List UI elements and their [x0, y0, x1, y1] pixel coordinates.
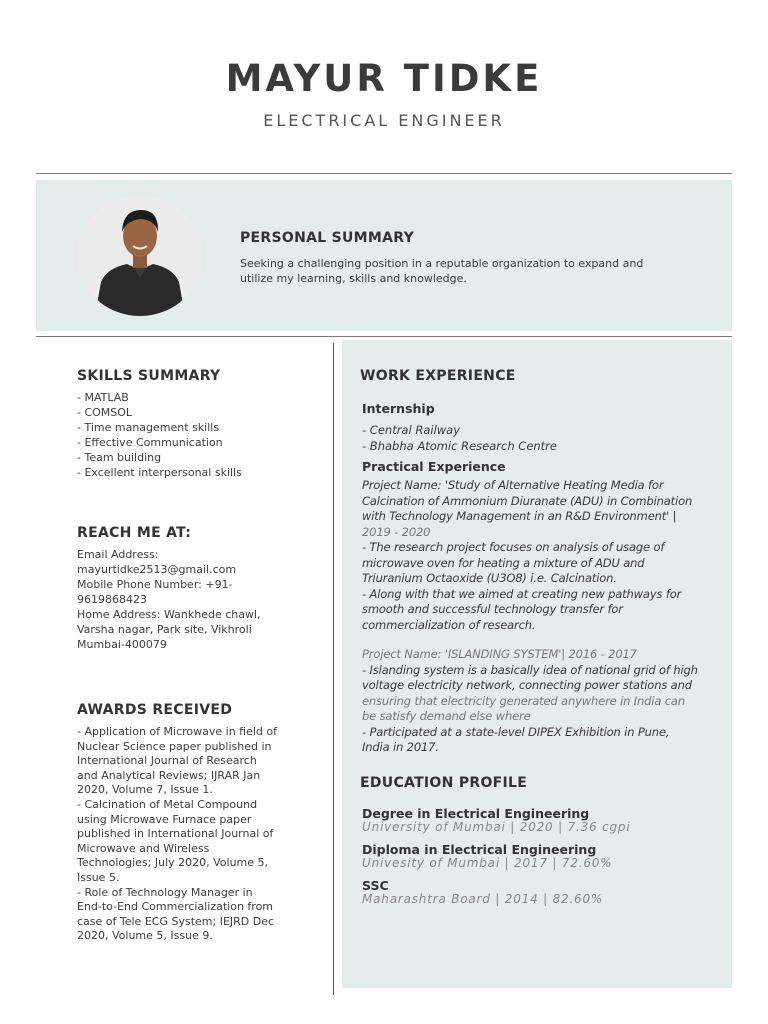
skills-heading: SKILLS SUMMARY [77, 368, 221, 384]
award-line: Microwave and Wireless [77, 841, 210, 855]
skill-item: - Team building [77, 451, 162, 464]
award-line: End-to-End Commercialization from [77, 900, 274, 914]
practical-heading: Practical Experience [362, 459, 506, 474]
awards-heading: AWARDS RECEIVED [77, 702, 233, 718]
award-line: Nuclear Science paper published in [77, 739, 272, 753]
award-line: - Calcination of Metal Compound [77, 797, 258, 811]
band-divider [36, 336, 732, 337]
project-line: Project Name: 'ISLANDING SYSTEM'| 2016 - 2017 [362, 647, 637, 661]
project-1-details [362, 478, 727, 633]
project-line: commercialization of research. [362, 617, 536, 632]
skill-item: - Excellent interpersonal skills [77, 466, 242, 479]
skill-item: - COMSOL [77, 406, 133, 419]
project-line: microwave oven for heating a mixture of ADU and [362, 555, 645, 570]
award-line: 2020, Volume 7, Issue 1. [77, 783, 213, 797]
award-line: published in International Journal of [77, 827, 274, 841]
project-line: - Islanding system is a basically idea of national grid of high [362, 662, 698, 677]
contact-details [77, 547, 317, 652]
skill-item: - Time management skills [77, 421, 220, 434]
contact-line: Mobile Phone Number: +91- [77, 578, 233, 591]
project-line: smooth and successful technology transfer for [362, 602, 623, 616]
education-meta: Univesity of Mumbai | 2017 | 72.60% [362, 856, 613, 870]
top-divider [36, 173, 732, 174]
education-meta: University of Mumbai | 2020 | 7.36 cgpi [362, 820, 631, 834]
internship-item: - Central Railway [362, 423, 461, 437]
contact-line: Mumbai-400079 [77, 638, 167, 651]
summary-line: utilize my learning, skills and knowledge. [240, 272, 467, 285]
award-line: 2020, Volume 5, Issue 9. [77, 929, 213, 943]
award-line: case of Tele ECG System; IEJRD Dec [77, 914, 275, 928]
project-line: - Participated at a state-level DIPEX Exhibition in Pune, [362, 724, 670, 739]
award-line: and Analytical Reviews; IJRAR Jan [77, 768, 261, 782]
award-line: Issue 5. [77, 870, 120, 884]
personal-summary-heading: PERSONAL SUMMARY [240, 230, 415, 246]
education-heading: EDUCATION PROFILE [360, 775, 528, 791]
contact-email[interactable]: mayurtidke2513@gmail.com [77, 563, 237, 576]
education-meta: Maharashtra Board | 2014 | 82.60% [362, 892, 604, 906]
project-line: Project Name: 'Study of Alternative Heating Media for [362, 478, 664, 492]
awards-list [77, 725, 322, 944]
summary-line: Seeking a challenging position in a reputable organization to expand and [240, 257, 644, 270]
award-line: - Application of Microwave in field of [77, 725, 277, 738]
profile-photo [77, 196, 203, 316]
education-degree: Degree in Electrical Engineering [362, 806, 590, 821]
work-heading: WORK EXPERIENCE [360, 368, 516, 384]
education-degree: SSC [362, 878, 389, 893]
contact-heading: REACH ME AT: [77, 525, 192, 541]
contact-line: Varsha nagar, Park site, Vikhroli [77, 623, 252, 636]
award-line: Technologies; July 2020, Volume 5, [77, 856, 269, 870]
project-line: India in 2017. [362, 740, 439, 754]
project-2-details [362, 647, 727, 756]
project-line: voltage electricity network, connecting power stations and [362, 678, 692, 692]
project-line: be satisfy demand else where [362, 709, 531, 723]
job-title: ELECTRICAL ENGINEER [263, 111, 505, 130]
internship-list [362, 423, 722, 454]
contact-line: Email Address: [77, 548, 159, 561]
contact-line: Home Address: Wankhede chawl, [77, 608, 261, 621]
internship-item: - Bhabha Atomic Research Centre [362, 438, 557, 453]
column-divider [333, 343, 334, 995]
project-line: - The research project focuses on analysis of usage of [362, 540, 665, 554]
award-line: - Role of Technology Manager in [77, 885, 253, 899]
education-degree: Diploma in Electrical Engineering [362, 842, 597, 857]
skill-item: - Effective Communication [77, 436, 223, 449]
skills-list [77, 390, 317, 480]
internship-heading: Internship [362, 401, 435, 416]
project-line: 2019 - 2020 [362, 524, 431, 539]
project-line: with Technology Management in an R&D Environment' | [362, 509, 677, 523]
candidate-name: MAYUR TIDKE [225, 57, 543, 100]
award-line: International Journal of Research [77, 754, 257, 768]
award-line: using Microwave Furnace paper [77, 812, 252, 826]
personal-summary-text [240, 256, 710, 286]
skill-item: - MATLAB [77, 391, 129, 404]
project-line: ensuring that electricity generated anywhere in India can [362, 693, 685, 708]
project-line: - Along with that we aimed at creating new pathways for [362, 586, 682, 601]
project-line: Calcination of Ammonium Diuranate (ADU) in Combination [362, 493, 693, 508]
project-line: Triuranium Octaoxide (U3O8) i.e. Calcination. [362, 571, 617, 585]
contact-phone[interactable]: 9619868423 [77, 593, 147, 606]
